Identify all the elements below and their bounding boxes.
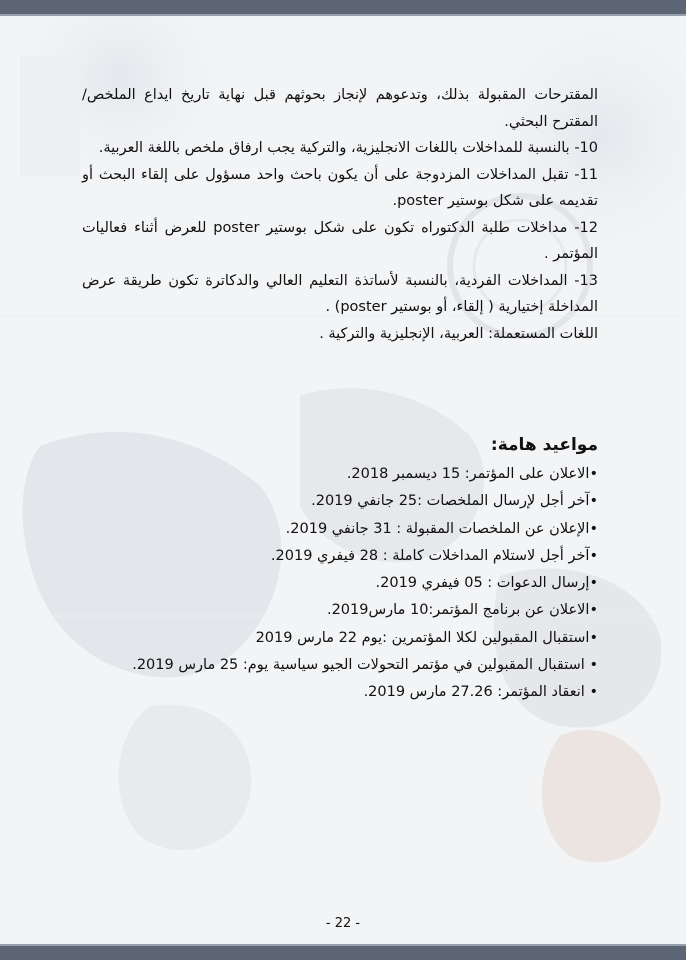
top-border-bar [0,0,686,16]
date-item: • الاعلان عن برنامج المؤتمر:10 مارس2019. [82,597,598,624]
paragraph-item-13: 13- المداخلات الفردية، بالنسبة لأساتذة التعليم العالي والدكاترة تكون طريقة عرض المداخلة إختيارية ( إلقاء، أو بوستير poster) . [82,272,598,315]
paragraph-continuation: المقترحات المقبولة بذلك، وتدعوهم لإنجاز بحوثهم قبل نهاية تاريخ ايداع الملخص/ المقترح البحثي. [82,87,598,130]
paragraph-languages: اللغات المستعملة: العربية، الإنجليزية والتركية . [319,325,598,342]
important-dates-list [82,461,598,707]
date-item: • آخر أجل لإرسال الملخصات :25 جانفي 2019. [82,488,598,515]
body-text [82,82,598,347]
paragraph-item-10: 10- بالنسبة للمداخلات باللغات الانجليزية، والتركية يجب ارفاق ملخص باللغة العربية. [98,140,598,156]
date-item: • إرسال الدعوات : 05 فيفري 2019. [82,570,598,597]
date-item: • الاعلان على المؤتمر: 15 ديسمبر 2018. [82,461,598,488]
bottom-border-bar [0,944,686,960]
page-number: - 22 - [325,916,361,931]
important-dates-heading: مواعيد هامة: [490,435,598,455]
date-item: • استقبال المقبولين في مؤتمر التحولات الجيو سياسية يوم: 25 مارس 2019. [82,652,598,679]
paragraph-item-12: 12- مداخلات طلبة الدكتوراه تكون على شكل بوستير poster للعرض أثناء فعاليات المؤتمر . [82,219,598,262]
date-item: • الإعلان عن الملخصات المقبولة : 31 جانفي 2019. [82,516,598,543]
date-item: • آخر أجل لاستلام المداخلات كاملة : 28 فيفري 2019. [82,543,598,570]
date-item: • استقبال المقبولين لكلا المؤتمرين :يوم 22 مارس 2019 [82,625,598,652]
date-item: • انعقاد المؤتمر: 27.26 مارس 2019. [82,679,598,706]
paragraph-item-11: 11- تقبل المداخلات المزدوجة على أن يكون باحث واحد مسؤول على إلقاء البحث أو تقديمه على شكل بوستير poster. [82,166,598,209]
